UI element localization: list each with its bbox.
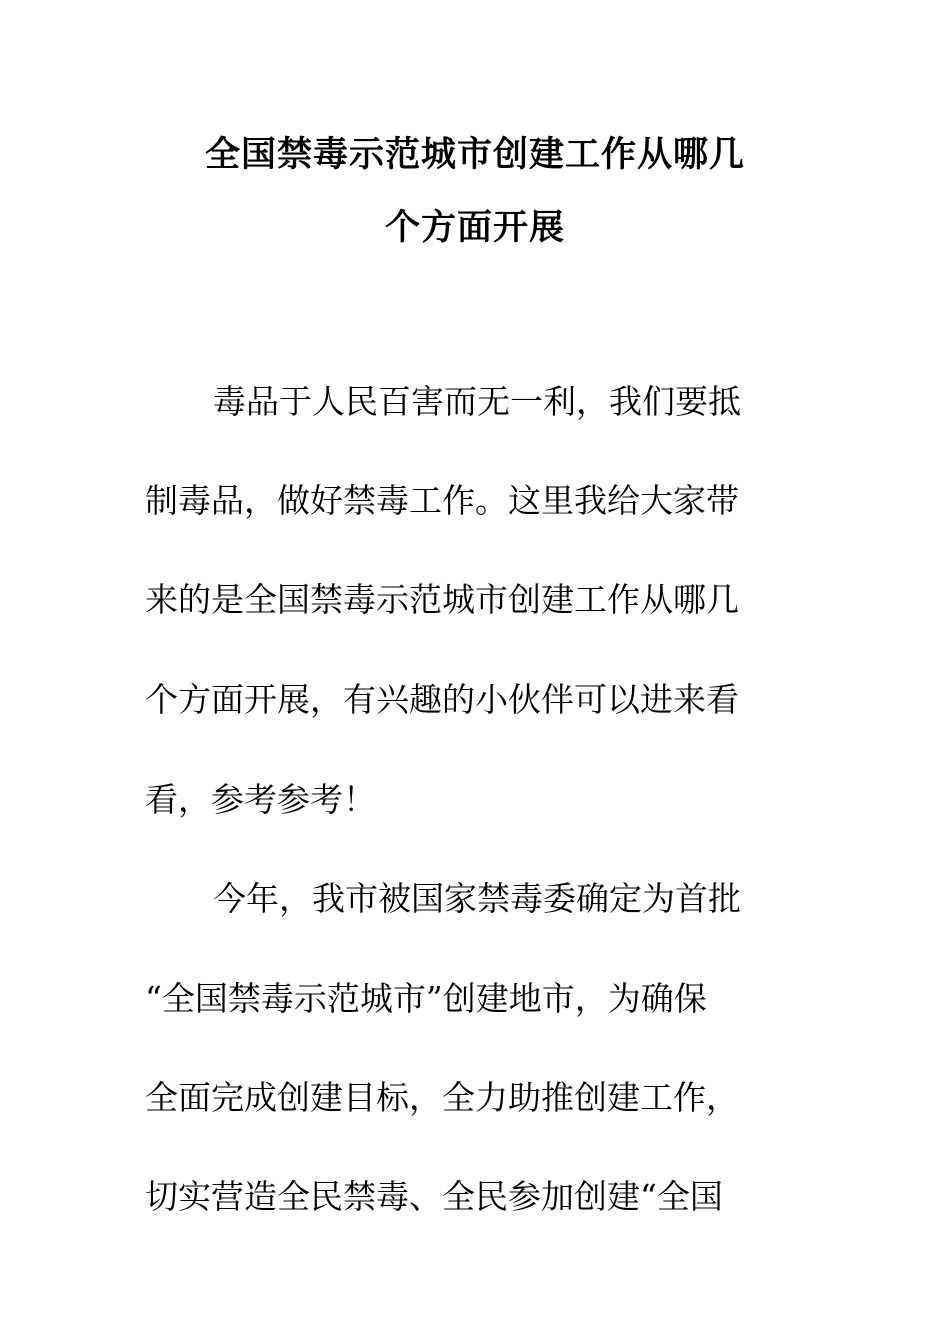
- paragraph-2-line-1: 今年，我市被国家禁毒委确定为首批: [213, 879, 741, 918]
- paragraph-1-line-1: 毒品于人民百害而无一利，我们要抵: [213, 382, 741, 421]
- paragraph-1-line-2: 制毒品，做好禁毒工作。这里我给大家带: [145, 481, 739, 520]
- paragraph-2-line-4: 切实营造全民禁毒、全民参加创建“全国: [145, 1177, 723, 1216]
- paragraph-1-line-4: 个方面开展，有兴趣的小伙伴可以进来看: [145, 680, 739, 719]
- paragraph-1-line-3: 来的是全国禁毒示范城市创建工作从哪几: [145, 580, 739, 619]
- paragraph-1-line-5: 看，参考参考！: [145, 780, 376, 819]
- paragraph-2-line-3: 全面完成创建目标，全力助推创建工作，: [145, 1078, 739, 1117]
- document-title-line-2: 个方面开展: [384, 208, 565, 248]
- document-title-line-1: 全国禁毒示范城市创建工作从哪几: [204, 135, 745, 175]
- paragraph-2-line-2: “全国禁毒示范城市”创建地市，为确保: [145, 979, 707, 1018]
